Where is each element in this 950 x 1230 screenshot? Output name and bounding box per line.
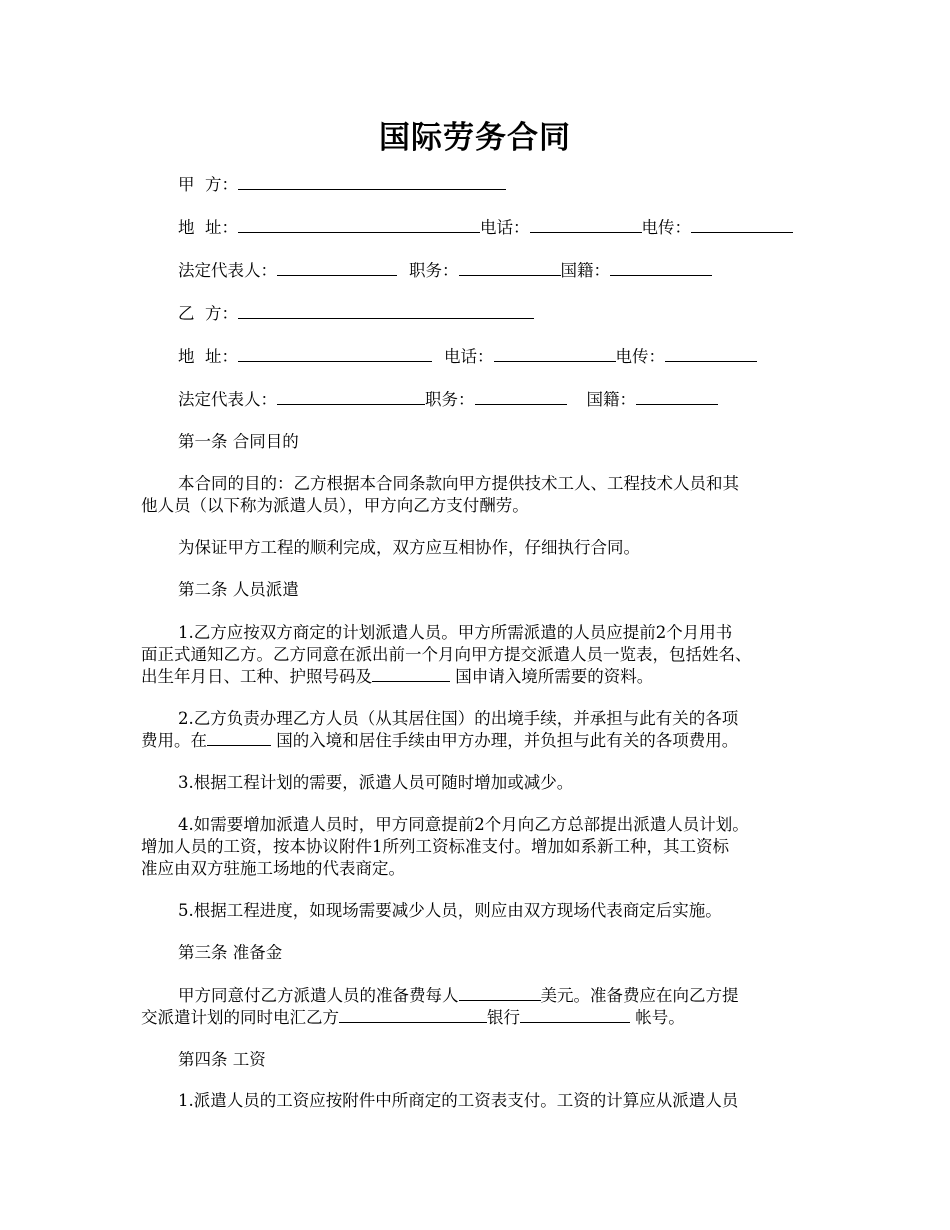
party-a-phone-label: 电话： [480,218,530,237]
country-blank-1[interactable] [372,666,450,682]
party-a-position-blank[interactable] [459,260,561,276]
article-3-bank-label: 银行 [487,1008,520,1027]
party-a-label: 甲 方： [178,175,238,194]
party-a-position-label: 职务： [409,261,459,280]
party-a-name-row [178,174,858,196]
party-a-rep-row [178,260,858,282]
article-2-item-2-line-1: 2.乙方负责办理乙方人员（从其居住国）的出境手续，并承担与此有关的各项 [178,709,739,728]
party-a-rep-label: 法定代表人： [178,261,277,280]
article-1-para-1-line-1: 本合同的目的：乙方根据本合同条款向甲方提供技术工人、工程技术人员和其 [178,474,739,493]
article-3-line-1 [178,985,858,1007]
party-a-fax-label: 电传： [641,218,691,237]
party-a-name-blank[interactable] [238,174,506,190]
party-b-rep-blank[interactable] [277,389,425,405]
article-1-para-1-line-2: 他人员（以下称为派遣人员），甲方向乙方支付酬劳。 [141,496,529,515]
party-a-nationality-blank[interactable] [610,260,712,276]
article-2-item-4-line-1: 4.如需要增加派遣人员时，甲方同意提前2个月向乙方总部提出派遣人员计划。 [178,815,749,834]
party-b-name-blank[interactable] [238,303,534,319]
party-a-nationality-label: 国籍： [560,261,610,280]
article-3-line-2-start: 交派遣计划的同时电汇乙方 [141,1008,339,1027]
party-b-phone-label: 电话： [444,347,494,366]
article-4-heading: 第四条 工资 [178,1050,266,1069]
article-3-heading: 第三条 准备金 [178,943,283,962]
party-b-position-blank[interactable] [475,389,567,405]
article-2-item-2-line-2 [141,730,821,752]
account-number-blank[interactable] [520,1007,630,1023]
article-2-item-1-line-2: 面正式通知乙方。乙方同意在派出前一个月向甲方提交派遣人员一览表，包括姓名、 [141,645,752,664]
party-a-phone-blank[interactable] [530,217,642,233]
party-b-address-row [178,346,858,368]
article-1-heading: 第一条 合同目的 [178,432,299,451]
article-4-item-1-line-1: 1.派遣人员的工资应按附件中所商定的工资表支付。工资的计算应从派遣人员 [178,1091,739,1110]
party-a-fax-blank[interactable] [691,217,793,233]
article-2-heading: 第二条 人员派遣 [178,580,299,599]
article-2-item-1-line-3-end: 国申请入境所需要的资料。 [450,667,654,686]
article-2-item-2-line-2-start: 费用。在 [141,731,207,750]
article-3-line-2-end: 帐号。 [630,1008,685,1027]
article-3-line-1-end: 美元。准备费应在向乙方提 [540,986,739,1005]
party-b-rep-label: 法定代表人： [178,390,277,409]
article-2-item-3: 3.根据工程计划的需要，派遣人员可随时增加或减少。 [178,773,574,792]
party-b-address-blank[interactable] [238,346,432,362]
party-b-fax-blank[interactable] [665,346,757,362]
party-b-label: 乙 方： [178,304,238,323]
party-b-nationality-label: 国籍： [586,390,636,409]
article-2-item-5: 5.根据工程进度，如现场需要减少人员，则应由双方现场代表商定后实施。 [178,901,722,920]
party-b-address-label: 地 址： [178,347,238,366]
party-a-address-label: 地 址： [178,218,238,237]
article-2-item-4-line-3: 准应由双方驻施工场地的代表商定。 [141,859,405,878]
document-title: 国际劳务合同 [379,120,571,156]
article-2-item-4-line-2: 增加人员的工资，按本协议附件1所列工资标准支付。增加如系新工种，其工资标 [141,837,729,856]
country-blank-2[interactable] [207,730,271,746]
article-2-item-1-line-3 [141,666,821,688]
party-b-rep-row [178,389,858,411]
party-a-address-blank[interactable] [238,217,480,233]
party-b-phone-blank[interactable] [494,346,616,362]
article-3-line-1-start: 甲方同意付乙方派遣人员的准备费每人 [178,986,459,1005]
article-3-line-2 [141,1007,821,1029]
article-2-item-2-line-2-end: 国的入境和居住手续由甲方办理，并负担与此有关的各项费用。 [271,731,739,750]
article-1-para-2: 为保证甲方工程的顺利完成，双方应互相协作，仔细执行合同。 [178,538,640,557]
party-b-name-row [178,303,858,325]
party-b-position-label: 职务： [425,390,475,409]
party-a-address-row [178,217,858,239]
bank-name-blank[interactable] [339,1007,487,1023]
party-a-rep-blank[interactable] [277,260,397,276]
article-2-item-1-line-3-start: 出生年月日、工种、护照号码及 [141,667,372,686]
party-b-fax-label: 电传： [615,347,665,366]
party-b-nationality-blank[interactable] [636,389,718,405]
preparation-fee-blank[interactable] [459,985,541,1001]
article-2-item-1-line-1: 1.乙方应按双方商定的计划派遣人员。甲方所需派遣的人员应提前2个月用书 [178,623,733,642]
